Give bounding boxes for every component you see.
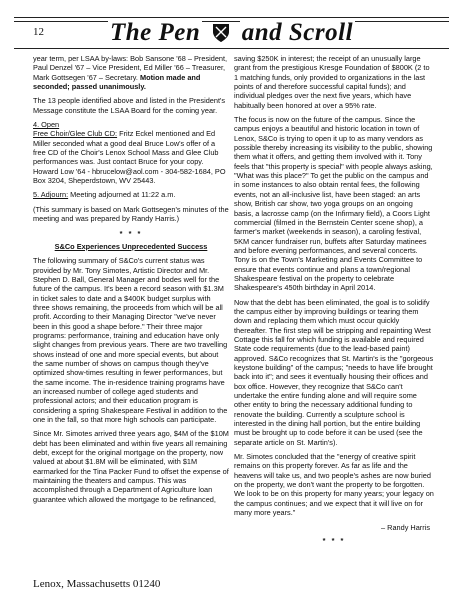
paragraph [33,54,229,91]
paragraph: The focus is now on the future of the campus. Since the campus enjoys a beautiful and historic location in town of Lenox, S&Co is trying to open it up to as many vendors as possible thereby increasing its visibility to the public, showing them what it offers, and getting them involved with it. Tony feels that "this property is special" with people always asking, "What was this place?" To get the public on the campus and in some instances to also obtain rental fees, the following events, not an all-inclusive list, have been staged: an arts show, British car show, two yoga groups on an ongoing basis, a lacrosse camp (on the Infirmary field), a Coors Light commercial (filmed in the Bernstein Center scene shop), a farmer's market (weekends in season), a caroling festival, 5KM cancer fundraiser run, buffets after Saturday matinees and before evening performances, and several concerts. Tony is on the Town's Marketing and Events Committee to ensure that events continue and plans a town/regional Shakespeare festival on the property to celebrate Shakespeare's 450th birthday in April 2014. [234,115,433,293]
item-4-heading: Free Choir/Glee Club CD: [33,129,118,139]
board-election-text: year term, per LSAA by-laws: Bob Sansone '68 – President, Paul Denzel '67 – Vice President, Ed Miller '66 – Treasurer, Mark Gottsegen '67 – Secretary. [33,54,228,82]
left-column [33,54,229,509]
section-separator: * * * [119,228,143,238]
item-4-text: Fritz Eckel mentioned and Ed Miller seconded what a good deal Bruce Low's offer of a free CD of the Choir's Lenox School Mass and Glee Club performances was. Just contact Bruce for your copy. Howard Low '64 - hbrucelow@aol.com - 304-582-1684, PO Box 3204, Sheperdstown, WV 25443. [33,129,226,186]
page-header [14,14,449,48]
item-5-text: Meeting adjourned at 11:22 a.m. [70,190,176,200]
masthead-title-left: The Pen [109,19,201,46]
paragraph: Mr. Simotes concluded that the "energy of creative spirit remains on this property forever. As far as life and the heavens will take us, and two people's ashes are now buried on the property, we don't want the property to be forgotten. We look to be on this property for many years; your legacy on the campus continues; and we expect that it will live on for many more years." [234,452,434,518]
header-rule-bottom [14,48,449,49]
paragraph: The following summary of S&Co's current status was provided by Mr. Tony Simotes, Artistic Director and Mr. Stephen D. Ball, General Manager and bodes well for the future of the campus. It's been a record season with $1.3M in ticket sales to date and a $400K budget surplus with three shows remaining, the proceeds from which will be all profit. According to their Managing Director "we've never been in this good a shape before." Their three major programs: performance, training and education have only slight changes from previous years. There are two travelling shows instead of one and more special events, but about the same number of shows on campus though they've optimized show-times resulting in fewer performances, but the same income. The in-residence training programs have an increased number of college aged students and professional actors; and their education program is considering a spring Shakespeare Festival in addition to the one in the fall, so that more high schools can participate. [33,256,228,425]
section-separator: * * * [322,535,346,545]
masthead-title-right: and Scroll [241,19,354,46]
item-4-label: 4. Open [33,120,60,130]
author-signature: – Randy Harris [381,522,430,532]
item-5-label: 5. Adjourn: [33,190,69,200]
paragraph: Now that the debt has been eliminated, the goal is to solidify the campus either by improving buildings or tearing them down and replacing them which must occur quickly thereafter. The first step will be stripping and repainting West Cottage this fall for which funding is available and required State code requirements (due to the lead-based paint) approved. S&Co recognizes that St. Martin's is the "gorgeous keystone building" of the campus; "needs to have life brought back into it"; and sees it eventually housing their offices and box office. However, they recognize that S&Co can't undertake the entire funding alone and will require some other entity to bring the necessary additional funding to renovate the building. Currently a sculpture school is interested in the dining hall portion, but the entire building must be brought up to code before it can be used (see the separate article on St. Martin's). [234,297,434,447]
paragraph: Since Mr. Simotes arrived three years ago, $4M of the $10M debt has been eliminated and within five years all remaining debt, except for the original mortgage on the property, now valued at about $1.8M will be eliminated, with $1M earmarked for the Tina Packer Fund to offset the expense of maintaining the theaters and campus. This was accomplished through a Department of Agriculture loan guarantee which allowed the mortgage to be refinanced, [33,429,229,504]
paragraph: saving $250K in interest; the receipt of an unusually large grant from the prestigious Kresge Foundation of $800K (2 to 1 matching funds, only provided to organizations in the last points of and therefore successful capital funds); and individual pledges over the next five years, which have habitually been honored at over a 95% rate. [234,54,430,110]
summary-note: (This summary is based on Mark Gottsegen's minutes of the meeting and was prepared by Randy Harris.) [33,204,229,224]
masthead [14,18,449,48]
page-footer: Lenox, Massachusetts 01240 [33,578,161,590]
right-column [234,54,434,549]
paragraph: The 13 people identified above and listed in the President's Message constitute the LSAA Board for the coming year. [33,96,226,115]
motion-text: Motion made and seconded; passed unanimously. [33,72,201,92]
crest-icon [212,23,230,43]
paragraph [33,129,229,185]
agenda-item-4 [33,120,229,129]
page-number: 12 [30,26,47,38]
article-title: S&Co Experiences Unprecedented Success [54,241,208,251]
agenda-item-5 [33,190,229,199]
